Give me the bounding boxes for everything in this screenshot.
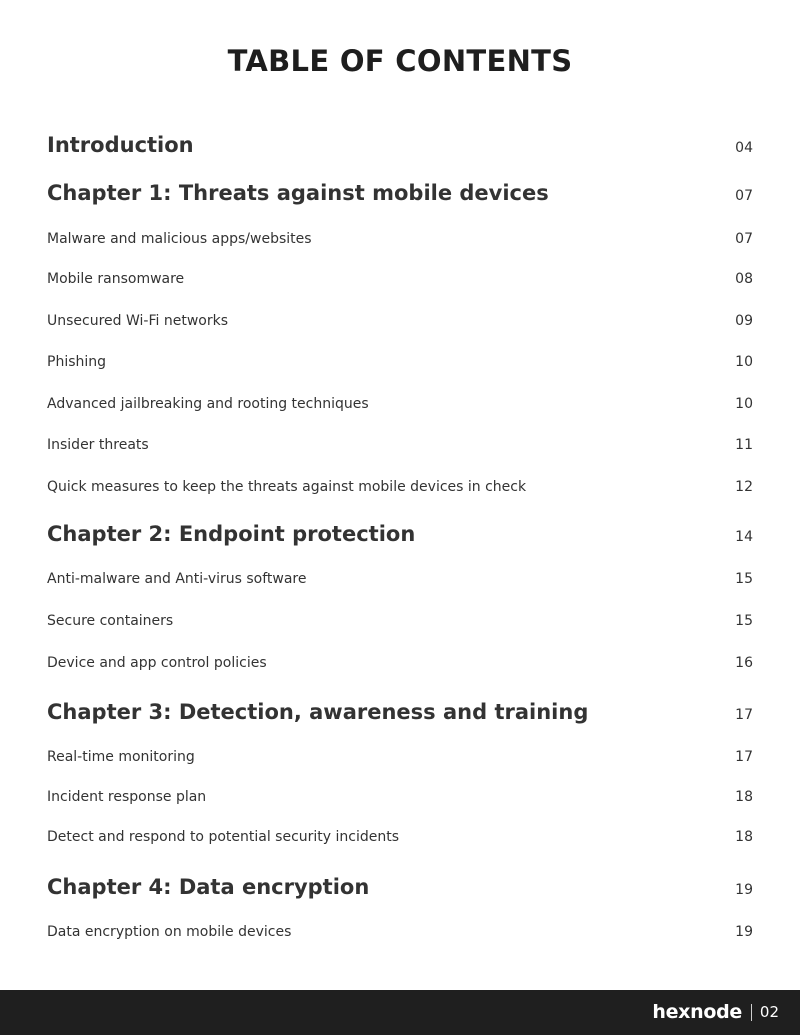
toc-entry-chapter-3[interactable] (47, 700, 753, 724)
toc-entry-anti-malware[interactable] (47, 571, 753, 587)
toc-entry-page: 04 (735, 140, 753, 156)
toc-entry-label: Anti-malware and Anti-virus software (47, 571, 307, 587)
toc-entry-chapter-2[interactable] (47, 522, 753, 546)
toc-entry-label: Malware and malicious apps/websites (47, 231, 312, 247)
toc-entry-label: Phishing (47, 354, 107, 370)
toc-entry-insider-threats[interactable] (47, 437, 753, 453)
toc-entry-page: 18 (735, 829, 753, 845)
toc-entry-label: Chapter 3: Detection, awareness and training (47, 700, 589, 724)
toc-entry-page: 08 (735, 271, 753, 287)
toc-entry-page: 15 (735, 613, 753, 629)
toc-entry-unsecured-wifi[interactable] (47, 313, 753, 329)
toc-entry-page: 15 (735, 571, 753, 587)
toc-entry-label: Advanced jailbreaking and rooting techniques (47, 396, 369, 412)
toc-entry-quick-measures[interactable] (47, 479, 753, 495)
toc-entry-page: 18 (735, 789, 753, 805)
toc-entry-page: 17 (735, 749, 753, 765)
toc-entry-introduction[interactable] (47, 133, 753, 157)
page-number: 02 (759, 1003, 779, 1021)
toc-entry-page: 12 (735, 479, 753, 495)
toc-entry-phishing[interactable] (47, 354, 753, 370)
toc-entry-label: Device and app control policies (47, 655, 267, 671)
brand-logo: hexnode (652, 1001, 742, 1023)
toc-entry-label: Quick measures to keep the threats against mobile devices in check (47, 479, 527, 495)
toc-entry-page: 09 (735, 313, 753, 329)
toc-entry-label: Chapter 2: Endpoint protection (47, 522, 416, 546)
toc-entry-page: 10 (735, 354, 753, 370)
toc-entry-malware[interactable] (47, 231, 753, 247)
toc-entry-device-app-control[interactable] (47, 655, 753, 671)
toc-entry-real-time-monitoring[interactable] (47, 749, 753, 765)
toc-entry-jailbreaking[interactable] (47, 396, 753, 412)
toc-entry-label: Chapter 4: Data encryption (47, 875, 370, 899)
toc-entry-label: Insider threats (47, 437, 149, 453)
toc-entry-label: Incident response plan (47, 789, 207, 805)
toc-entry-page: 17 (735, 707, 753, 723)
toc-entry-page: 19 (735, 924, 753, 940)
toc-entry-label: Mobile ransomware (47, 271, 185, 287)
toc-entry-page: 14 (735, 529, 753, 545)
toc-entry-page: 10 (735, 396, 753, 412)
footer-divider (751, 1004, 752, 1021)
toc-entry-page: 19 (735, 882, 753, 898)
toc-entry-secure-containers[interactable] (47, 613, 753, 629)
toc-entry-label: Chapter 1: Threats against mobile devices (47, 181, 549, 205)
toc-entry-label: Data encryption on mobile devices (47, 924, 292, 940)
page-title: TABLE OF CONTENTS (227, 44, 573, 78)
toc-entry-page: 07 (735, 231, 753, 247)
toc-entry-data-encryption[interactable] (47, 924, 753, 940)
toc-entry-label: Real-time monitoring (47, 749, 195, 765)
toc-entry-incident-response-plan[interactable] (47, 789, 753, 805)
toc-entry-page: 16 (735, 655, 753, 671)
toc-entry-chapter-4[interactable] (47, 875, 753, 899)
toc-entry-detect-respond[interactable] (47, 829, 753, 845)
toc-entry-chapter-1[interactable] (47, 181, 753, 205)
footer-bar (0, 990, 800, 1035)
toc-entry-label: Unsecured Wi-Fi networks (47, 313, 228, 329)
toc-entry-label: Introduction (47, 133, 194, 157)
toc-entry-ransomware[interactable] (47, 271, 753, 287)
toc-entry-page: 11 (735, 437, 753, 453)
toc-entry-label: Secure containers (47, 613, 174, 629)
toc-entry-page: 07 (735, 188, 753, 204)
toc-entry-label: Detect and respond to potential security incidents (47, 829, 400, 845)
